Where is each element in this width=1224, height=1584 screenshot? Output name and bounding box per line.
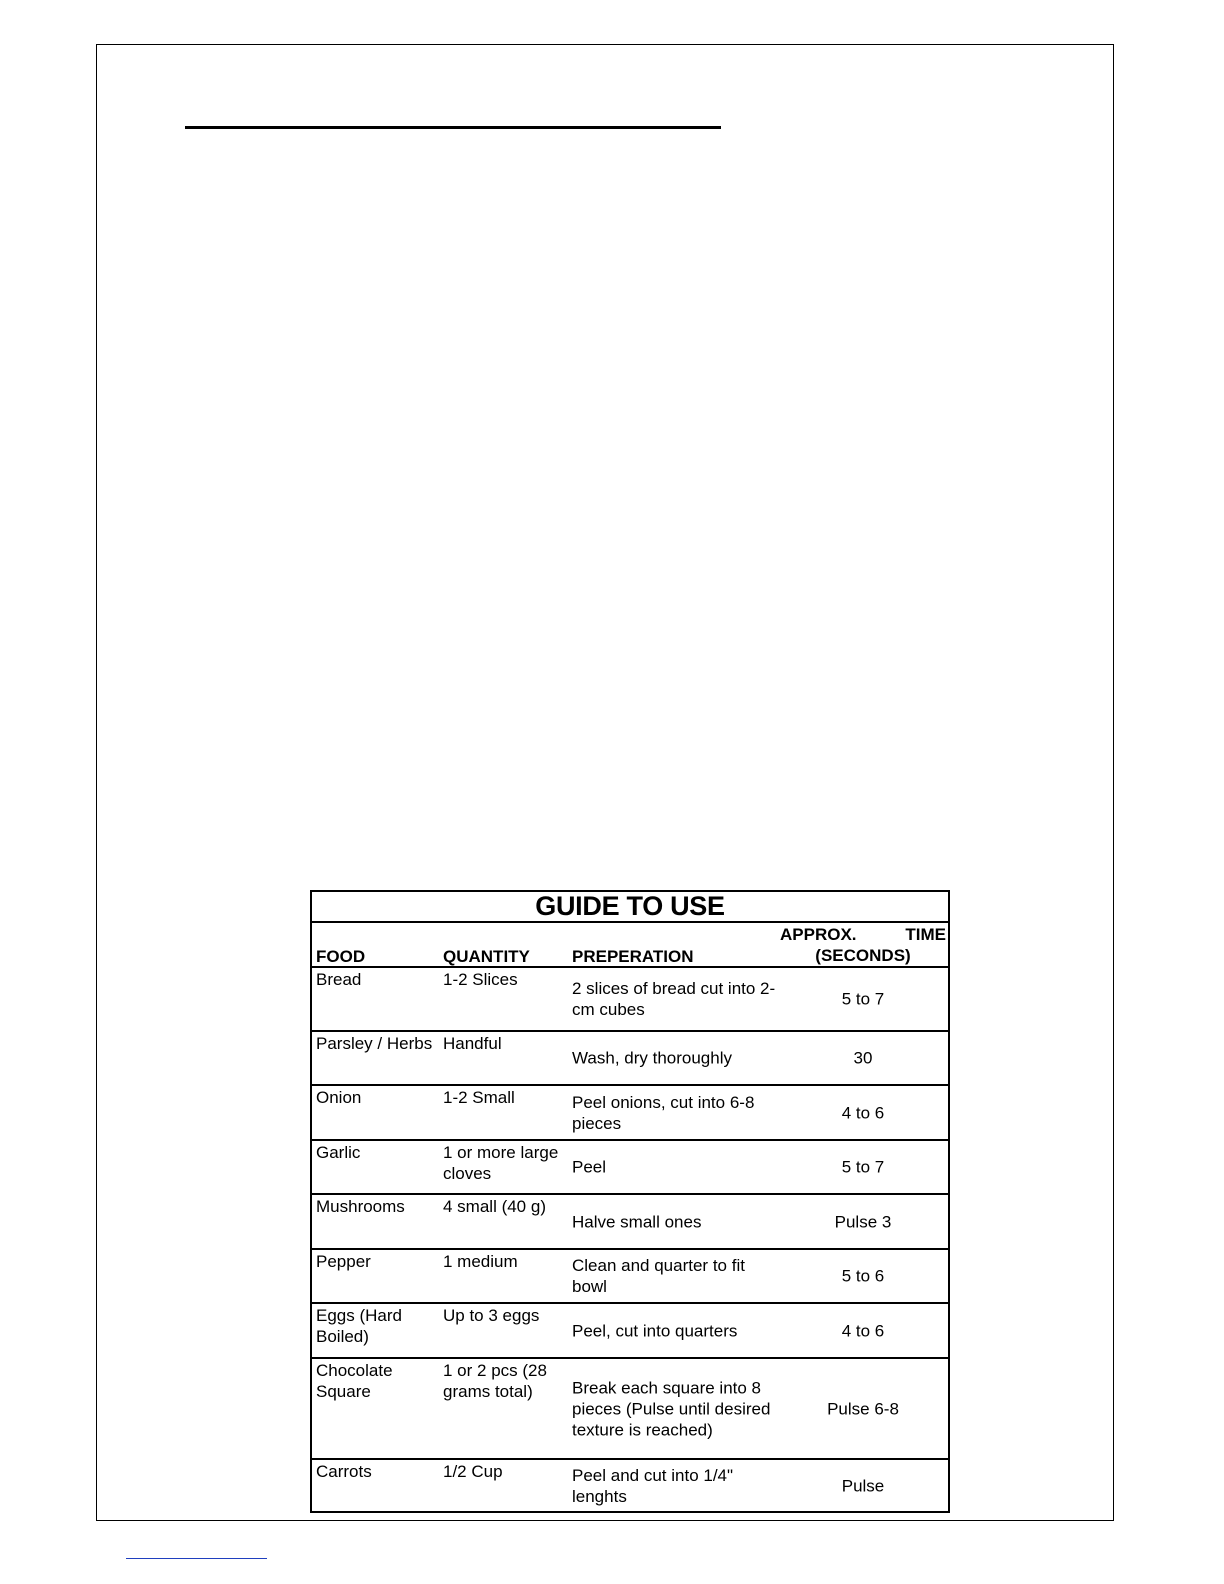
time-cell: Pulse <box>841 1476 885 1495</box>
food-cell: Pepper <box>316 1252 371 1271</box>
time-cell: 5 to 7 <box>841 989 885 1009</box>
preparation-cell: Break each square into 8 pieces (Pulse until desired texture is reached) <box>572 1378 771 1439</box>
table-row <box>312 1032 948 1086</box>
column-header-time-approx: APPROX. <box>780 925 857 944</box>
quantity-cell: 1-2 Slices <box>443 970 518 989</box>
quantity-cell: 1 medium <box>443 1252 518 1271</box>
preparation-cell: Peel and cut into 1/4" lenghts <box>572 1465 734 1506</box>
table-row <box>312 1195 948 1250</box>
quantity-cell: 1/2 Cup <box>443 1462 503 1481</box>
quantity-cell: 4 small (40 g) <box>443 1197 546 1216</box>
quantity-cell: Up to 3 eggs <box>443 1306 540 1325</box>
column-header-time <box>780 924 946 966</box>
food-cell: Garlic <box>316 1143 361 1162</box>
table-row <box>312 1250 948 1304</box>
food-cell: Eggs (Hard Boiled) <box>316 1306 402 1346</box>
table-row <box>312 1141 948 1195</box>
time-cell: 5 to 6 <box>841 1266 885 1286</box>
quantity-cell: 1 or 2 pcs (28 grams total) <box>443 1361 547 1401</box>
footer-link-underline <box>126 1558 267 1559</box>
quantity-cell: Handful <box>443 1034 502 1053</box>
table-row <box>312 968 948 1032</box>
preparation-cell: Clean and quarter to fit bowl <box>572 1256 745 1296</box>
table-title: GUIDE TO USE <box>312 892 948 923</box>
column-header-food: FOOD <box>316 947 366 966</box>
preparation-cell: Peel onions, cut into 6-8 pieces <box>572 1092 755 1133</box>
time-cell: Pulse 6-8 <box>827 1399 899 1418</box>
preparation-cell: Peel, cut into quarters <box>572 1321 738 1340</box>
column-header-quantity: QUANTITY <box>443 947 530 966</box>
preparation-cell: Peel <box>572 1157 607 1177</box>
table-row <box>312 1086 948 1141</box>
time-cell: 5 to 7 <box>841 1157 885 1177</box>
column-header-time-unit: (SECONDS) <box>815 946 911 965</box>
table-row <box>312 1304 948 1359</box>
heading-underline <box>185 126 721 129</box>
table-row <box>312 1359 948 1460</box>
food-cell: Onion <box>316 1088 362 1107</box>
quantity-cell: 1 or more large cloves <box>443 1143 559 1183</box>
time-cell: 30 <box>853 1048 873 1068</box>
preparation-cell: Halve small ones <box>572 1212 702 1231</box>
food-cell: Parsley / Herbs <box>316 1034 433 1053</box>
quantity-cell: 1-2 Small <box>443 1088 515 1107</box>
time-cell: 4 to 6 <box>841 1103 885 1122</box>
food-cell: Carrots <box>316 1462 372 1481</box>
column-header-time-word: TIME <box>905 925 946 944</box>
food-cell: Mushrooms <box>316 1197 405 1216</box>
guide-to-use-table <box>310 890 950 1513</box>
table-row <box>312 1460 948 1511</box>
food-cell: Chocolate Square <box>316 1361 393 1401</box>
food-cell: Bread <box>316 970 362 989</box>
preparation-cell: 2 slices of bread cut into 2-cm cubes <box>572 979 776 1019</box>
time-cell: 4 to 6 <box>841 1321 885 1340</box>
column-header-preparation: PREPERATION <box>572 947 694 966</box>
preparation-cell: Wash, dry thoroughly <box>572 1048 732 1068</box>
time-cell: Pulse 3 <box>834 1212 892 1231</box>
